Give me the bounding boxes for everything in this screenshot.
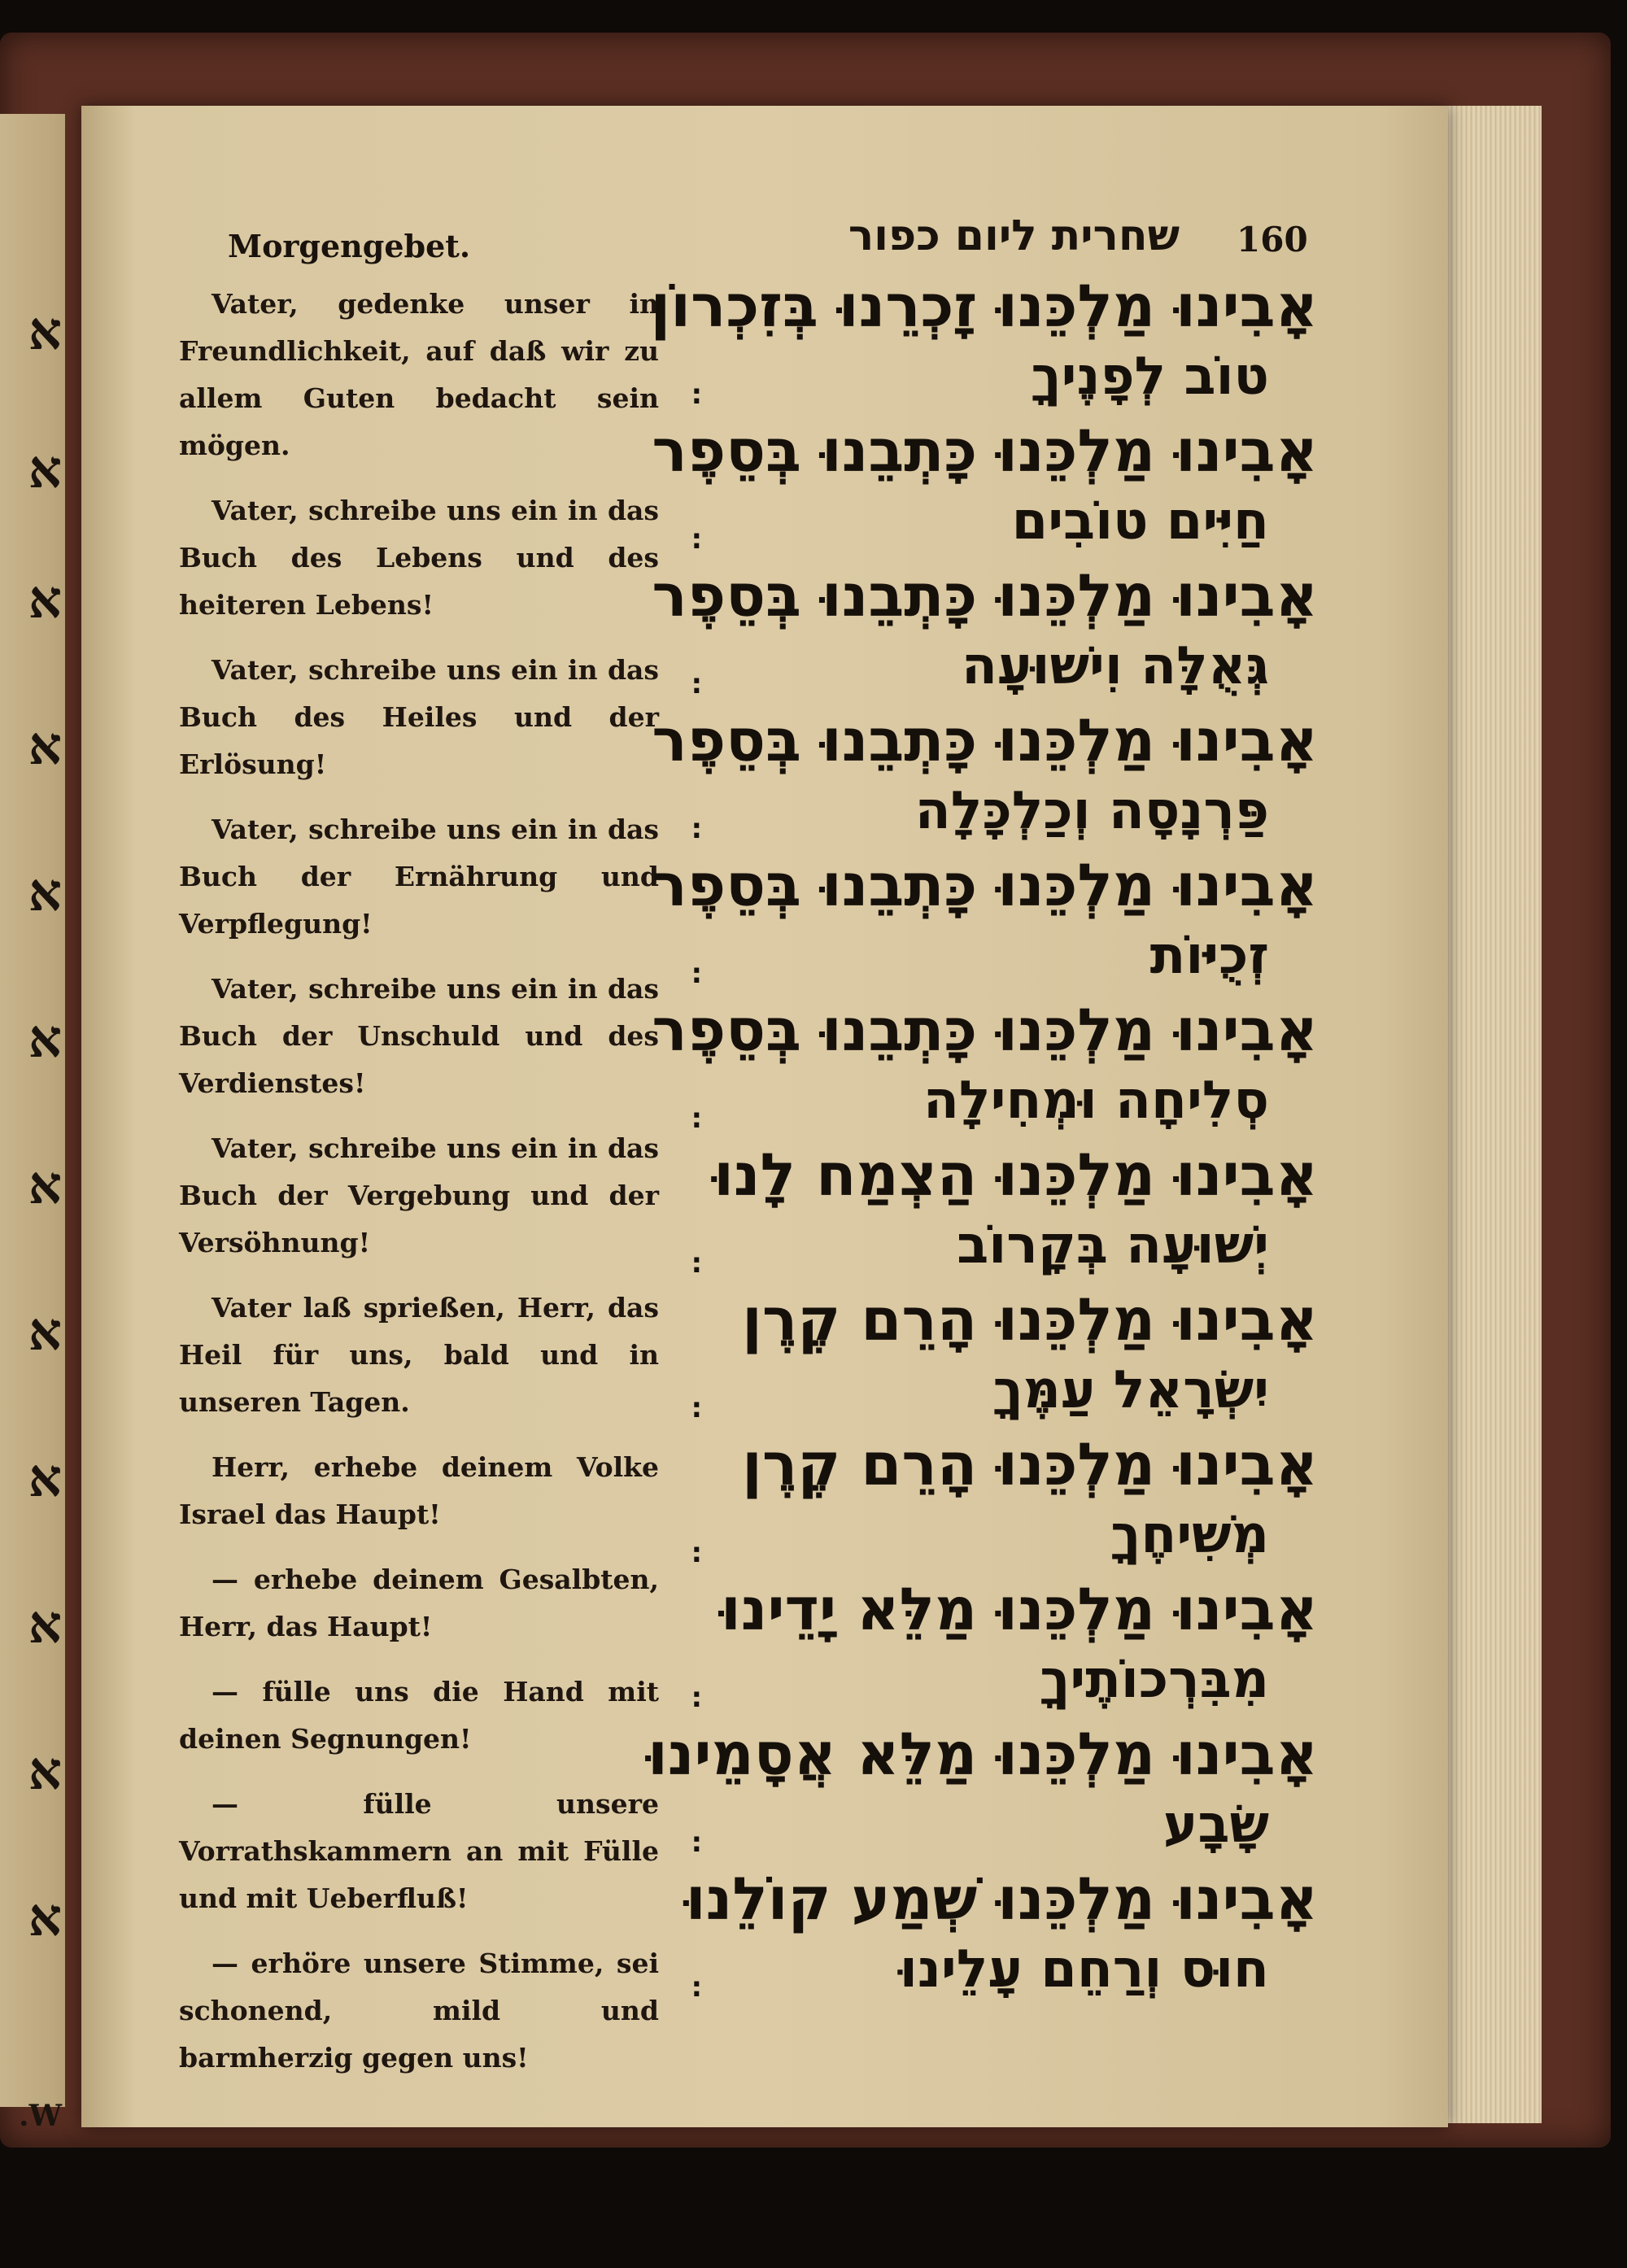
german-paragraph: Vater, schreibe uns ein in das Buch des Heiles und der Erlösung! <box>179 654 659 780</box>
edge-letter: א <box>28 862 62 923</box>
hebrew-line: אָבִינוּ מַלְכֵּנוּ מַלֵּא יָדֵינוּ <box>721 1575 1318 1643</box>
verse-end-marker: ׃ <box>691 378 702 411</box>
hebrew-line: גְּאֻלָּה וִישׁוּעָה <box>962 636 1269 696</box>
hebrew-verse <box>652 413 1318 558</box>
verse-end-marker: ׃ <box>691 1247 702 1280</box>
hebrew-prayer-column <box>648 268 1318 2006</box>
german-paragraph: — fülle unsere Vorrathskammern an mit Fülle und mit Ueberfluß! <box>179 1788 659 1914</box>
german-paragraph: — fülle uns die Hand mit deinen Segnungen! <box>179 1676 659 1755</box>
hebrew-line: אָבִינוּ מַלְכֵּנוּ כָּתְבֵנוּ בְּסֵפֶר <box>652 417 1318 485</box>
hebrew-verse <box>675 1861 1318 2006</box>
hebrew-line: סְלִיחָה וּמְחִילָה <box>923 1071 1269 1131</box>
hebrew-line: טוֹב לְפָנֶיךָ <box>1031 347 1269 407</box>
hebrew-line: אָבִינוּ מַלְכֵּנוּ זָכְרֵנוּ בְּזִכְרוֹן <box>650 272 1318 340</box>
hebrew-line: פַּרְנָסָה וְכַלְכָּלָה <box>914 781 1269 841</box>
hebrew-verse <box>648 1716 1318 1861</box>
verse-end-marker: ׃ <box>691 1102 702 1135</box>
hebrew-line: חוּס וְרַחֵם עָלֵינוּ <box>899 1939 1269 2000</box>
verse-end-marker: ׃ <box>691 1971 702 2004</box>
hebrew-verse <box>652 992 1318 1137</box>
hebrew-line: זְכֻיּוֹת <box>1149 926 1269 986</box>
verse-end-marker: ׃ <box>691 1681 702 1714</box>
hebrew-line: חַיִּים טוֹבִים <box>1011 491 1269 552</box>
hebrew-verse <box>675 1137 1318 1282</box>
german-paragraph: Vater, schreibe uns ein in das Buch der Ernährung und Verpflegung! <box>179 813 659 940</box>
hebrew-line: שָׂבָע <box>1162 1795 1269 1855</box>
german-paragraph: — erhöre unsere Stimme, sei schonend, mild und barmherzig gegen uns! <box>179 1947 659 2074</box>
hebrew-verse <box>675 1282 1318 1427</box>
edge-letter: א <box>28 1448 62 1509</box>
hebrew-line: אָבִינוּ מַלְכֵּנוּ כָּתְבֵנוּ בְּסֵפֶר <box>652 851 1318 919</box>
page-number: 160 <box>1237 220 1308 260</box>
edge-letter: א <box>28 716 62 777</box>
edge-letter: א <box>28 1302 62 1363</box>
hebrew-verse <box>675 1427 1318 1572</box>
hebrew-line: אָבִינוּ מַלְכֵּנוּ מַלֵּא אֲסָמֵינוּ <box>648 1720 1318 1788</box>
edge-letter: א <box>28 1741 62 1802</box>
running-header-german: Morgengebet. <box>228 228 471 264</box>
hebrew-verse <box>652 848 1318 992</box>
edge-letter: W. <box>19 2099 62 2133</box>
german-paragraph: Vater, schreibe uns ein in das Buch der Unschuld und des Verdienstes! <box>179 973 659 1099</box>
hebrew-line: אָבִינוּ מַלְכֵּנוּ הָרֵם קֶרֶן <box>742 1430 1318 1498</box>
hebrew-verse <box>675 1572 1318 1716</box>
edge-letter: א <box>28 1887 62 1948</box>
verse-end-marker: ׃ <box>691 1392 702 1424</box>
hebrew-line: אָבִינוּ מַלְכֵּנוּ הַצְמַח לָנוּ <box>713 1141 1318 1209</box>
german-paragraph: — erhebe deinem Gesalbten, Herr, das Haupt! <box>179 1564 659 1642</box>
running-header-hebrew: שחרית ליום כפור <box>848 212 1180 260</box>
previous-page-edge <box>0 114 65 2133</box>
hebrew-line: אָבִינוּ מַלְכֵּנוּ כָּתְבֵנוּ בְּסֵפֶר <box>652 996 1318 1064</box>
edge-letter: א <box>28 1594 62 1655</box>
german-paragraph: Vater, schreibe uns ein in das Buch der Vergebung und der Versöhnung! <box>179 1132 659 1258</box>
hebrew-line: מְשִׁיחֶךָ <box>1110 1505 1269 1565</box>
german-paragraph: Vater, gedenke unser in Freundlichkeit, auf daß wir zu allem Guten bedacht sein mögen. <box>179 288 659 461</box>
hebrew-line: אָבִינוּ מַלְכֵּנוּ כָּתְבֵנוּ בְּסֵפֶר <box>652 706 1318 774</box>
hebrew-line: אָבִינוּ מַלְכֵּנוּ הָרֵם קֶרֶן <box>742 1285 1318 1354</box>
verse-end-marker: ׃ <box>691 523 702 556</box>
edge-letter: א <box>28 569 62 630</box>
edge-letter: א <box>28 1155 62 1216</box>
edge-letter: א <box>28 439 62 500</box>
verse-end-marker: ׃ <box>691 957 702 990</box>
verse-end-marker: ׃ <box>691 813 702 845</box>
hebrew-verse <box>650 268 1318 413</box>
verse-end-marker: ׃ <box>691 1537 702 1569</box>
edge-letter: א <box>28 301 62 362</box>
hebrew-verse <box>652 703 1318 848</box>
hebrew-line: מִבִּרְכוֹתֶיךָ <box>1040 1650 1269 1710</box>
german-translation-column <box>179 281 659 2100</box>
verse-end-marker: ׃ <box>691 1826 702 1859</box>
hebrew-verse <box>652 558 1318 703</box>
verse-end-marker: ׃ <box>691 668 702 700</box>
book-page <box>81 106 1448 2127</box>
hebrew-line: אָבִינוּ מַלְכֵּנוּ כָּתְבֵנוּ בְּסֵפֶר <box>652 561 1318 630</box>
german-paragraph: Vater, schreibe uns ein in das Buch des Lebens und des heiteren Lebens! <box>179 495 659 621</box>
hebrew-line: אָבִינוּ מַלְכֵּנוּ שְׁמַע קוֹלֵנוּ <box>685 1865 1318 1933</box>
hebrew-line: יִשְׂרָאֵל עַמֶּךָ <box>992 1360 1269 1420</box>
german-paragraph: Herr, erhebe deinem Volke Israel das Haupt! <box>179 1451 659 1530</box>
hebrew-line: יְשׁוּעָה בְּקָרוֹב <box>957 1215 1269 1276</box>
edge-letter: א <box>28 1009 62 1070</box>
german-paragraph: Vater laß sprießen, Herr, das Heil für uns, bald und in unseren Tagen. <box>179 1292 659 1418</box>
